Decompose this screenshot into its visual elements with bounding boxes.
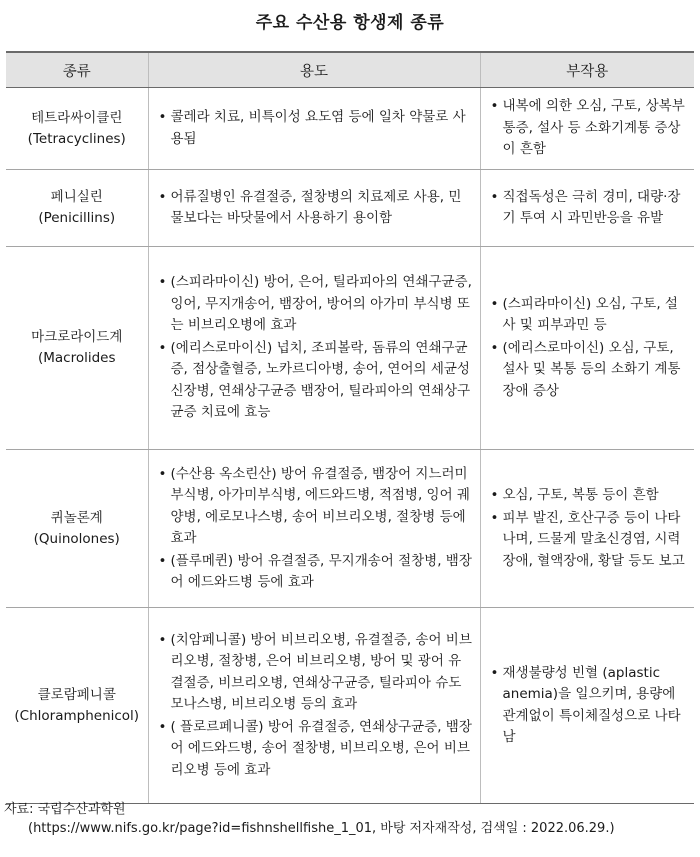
kind-cell — [6, 450, 148, 608]
kind-name-kr: 마크로라이드계 — [31, 329, 123, 345]
side-effects-cell — [480, 608, 694, 804]
uses-cell — [148, 608, 480, 804]
side-effects-cell — [480, 170, 694, 247]
table-row — [6, 247, 694, 450]
kind-name-en: (Chloramphenicol) — [14, 707, 140, 724]
side-effect-item: • 내복에 의한 오심, 구토, 상복부 통증, 설사 등 소화기계통 증상이 흔함 — [491, 96, 689, 161]
uses-item: • (치암페니콜) 방어 비브리오병, 유결절증, 송어 비브리오병, 절창병, 은어 비브리오병, 방어 및 광어 유결절증, 비브리오병, 연쇄상구균증, 틸라피아 슈도모나스병, 비브리오병 등의 효과 — [159, 630, 474, 716]
uses-item: • 콜레라 치료, 비특이성 요도염 등에 일차 약물로 사용됨 — [159, 107, 474, 150]
uses-cell — [148, 170, 480, 247]
uses-item: • (스피라마이신) 방어, 은어, 틸라피아의 연쇄구균증, 잉어, 무지개송어, 뱀장어, 방어의 아가미 부식병 또는 비브리오병에 효과 — [159, 272, 474, 337]
antibiotics-table — [6, 51, 694, 804]
page-title: 주요 수산용 항생제 종류 — [255, 13, 445, 33]
uses-item: • ( 플로르페니콜) 방어 유결절증, 연쇄상구균증, 뱀장어 에드와드병, 송어 절창병, 비브리오병, 은어 비브리오병 등에 효과 — [159, 717, 474, 782]
kind-cell — [6, 608, 148, 804]
kind-name-en: (Quinolones) — [33, 530, 120, 547]
source-note — [4, 800, 696, 838]
table-row — [6, 88, 694, 170]
uses-cell — [148, 88, 480, 170]
side-effects-cell — [480, 247, 694, 450]
kind-name-kr: 페니실린 — [50, 189, 103, 205]
header-uses: 용도 — [148, 52, 480, 88]
source-url: (https://www.nifs.go.kr/page?id=fishnshellfishe_1_01, 바탕 저자재작성, 검색일 : 2022.06.29.) — [28, 821, 615, 836]
side-effect-item: • 오심, 구토, 복통 등이 흔함 — [491, 485, 689, 507]
uses-item: • (에리스로마이신) 넙치, 조피볼락, 돔류의 연쇄구균증, 점상출혈증, 노카르디아병, 송어, 연어의 세균성 신장병, 연쇄상구균증 뱀장어, 틸라피아의 연쇄상구균증 치료에 효능 — [159, 338, 474, 424]
side-effect-item: • 재생불량성 빈혈 (aplastic anemia)을 일으키며, 용량에 관계없이 특이체질성으로 나타남 — [491, 663, 689, 749]
side-effect-item: • (스피라마이신) 오심, 구토, 설사 및 피부과민 등 — [491, 294, 689, 337]
side-effects-cell — [480, 88, 694, 170]
table-header-row — [6, 52, 694, 88]
table-row — [6, 608, 694, 804]
table-row — [6, 450, 694, 608]
side-effect-item: • (에리스로마이신) 오심, 구토, 설사 및 복통 등의 소화기 계통 장애 증상 — [491, 338, 689, 403]
kind-name-en: (Penicillins) — [38, 210, 116, 226]
uses-item: • 어류질병인 유결절증, 절창병의 치료제로 사용, 민물보다는 바닷물에서 사용하기 용이함 — [159, 187, 474, 230]
kind-name-kr: 클로람페니콜 — [37, 686, 116, 703]
source-label: 자료: 국립수산과학원 — [4, 802, 126, 817]
kind-name-en: (Macrolides — [37, 350, 116, 366]
kind-cell — [6, 247, 148, 450]
table-row — [6, 170, 694, 247]
uses-cell — [148, 450, 480, 608]
header-side-effects: 부작용 — [480, 52, 694, 88]
kind-cell — [6, 170, 148, 247]
header-kind: 종류 — [6, 52, 148, 88]
uses-item: • (플루메퀸) 방어 유결절증, 무지개송어 절창병, 뱀장어 에드와드병 등에 효과 — [159, 551, 474, 594]
uses-cell — [148, 247, 480, 450]
side-effect-item: • 피부 발진, 호산구증 등이 나타나며, 드물게 말초신경염, 시력장애, 혈액장애, 황달 등도 보고 — [491, 508, 689, 573]
side-effects-cell — [480, 450, 694, 608]
side-effect-item: • 직접독성은 극히 경미, 대량·장기 투여 시 과민반응을 유발 — [491, 187, 689, 230]
kind-name-kr: 테트라싸이클린 — [31, 109, 123, 126]
uses-item: • (수산용 옥소린산) 방어 유결절증, 뱀장어 지느러미부식병, 아가미부식병, 에드와드병, 적점병, 잉어 궤양병, 에로모나스병, 송어 비브리오병, 절창병 등에 효과 — [159, 464, 474, 550]
kind-cell — [6, 88, 148, 170]
kind-name-kr: 퀴놀론계 — [50, 509, 103, 526]
kind-name-en: (Tetracyclines) — [27, 130, 126, 147]
